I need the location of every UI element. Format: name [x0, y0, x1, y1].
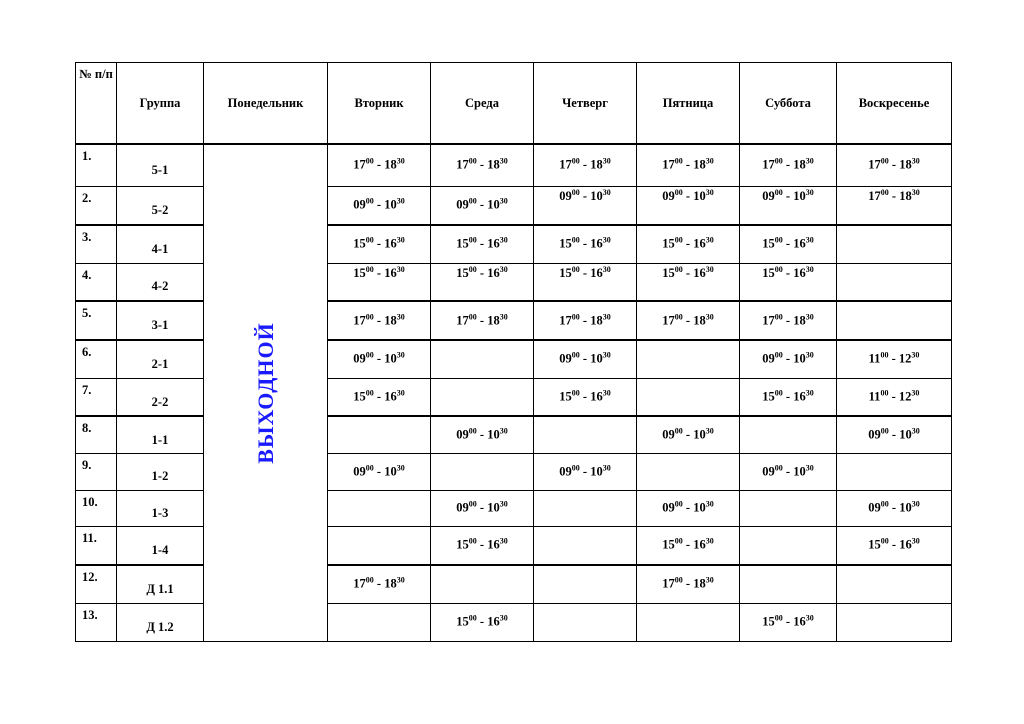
schedule-cell: [837, 225, 952, 263]
time-range: $17^{00} - 18^{30}$: [559, 156, 611, 172]
header-day: Суббота: [740, 63, 837, 145]
group-name: 1-4: [117, 526, 204, 564]
day-off-label: ВЫХОДНОЙ: [252, 322, 278, 464]
time-range: $17^{00} - 18^{30}$: [456, 156, 508, 172]
schedule-cell: [740, 378, 837, 416]
schedule-cell: [431, 490, 534, 526]
schedule-cell: [328, 340, 431, 378]
schedule-cell: [431, 454, 534, 490]
time-range: $09^{00} - 10^{30}$: [559, 463, 611, 479]
schedule-cell: [637, 301, 740, 339]
time-range: $09^{00} - 10^{30}$: [662, 499, 714, 515]
row-number: 10.: [76, 490, 117, 526]
time-range: $15^{00} - 16^{30}$: [456, 235, 508, 251]
time-range: $17^{00} - 18^{30}$: [662, 312, 714, 328]
group-name: 4-2: [117, 263, 204, 301]
schedule-cell: [637, 340, 740, 378]
time-range: $15^{00} - 16^{30}$: [456, 613, 508, 629]
schedule-cell: [740, 340, 837, 378]
time-range: $15^{00} - 16^{30}$: [353, 388, 405, 404]
row-number: 6.: [76, 340, 117, 378]
group-name: 2-2: [117, 378, 204, 416]
schedule-cell: [534, 378, 637, 416]
schedule-cell: [534, 490, 637, 526]
schedule-cell: [328, 225, 431, 263]
schedule-cell: [637, 144, 740, 186]
time-range: $15^{00} - 16^{30}$: [353, 235, 405, 251]
schedule-cell: [740, 144, 837, 186]
time-range: $09^{00} - 10^{30}$: [762, 463, 814, 479]
time-range: $15^{00} - 16^{30}$: [762, 388, 814, 404]
time-range: $17^{00} - 18^{30}$: [868, 187, 920, 203]
time-range: $09^{00} - 10^{30}$: [456, 499, 508, 515]
schedule-cell: [740, 526, 837, 564]
row-number: 9.: [76, 454, 117, 490]
time-range: $09^{00} - 10^{30}$: [662, 187, 714, 203]
schedule-cell: [431, 186, 534, 224]
schedule-cell: [328, 378, 431, 416]
schedule-cell: [534, 603, 637, 641]
time-range: $15^{00} - 16^{30}$: [762, 613, 814, 629]
time-range: $09^{00} - 10^{30}$: [762, 350, 814, 366]
schedule-cell: [534, 526, 637, 564]
schedule-cell: [431, 225, 534, 263]
schedule-cell: [328, 526, 431, 564]
schedule-cell: [431, 416, 534, 453]
time-range: $09^{00} - 10^{30}$: [559, 350, 611, 366]
header-row: [76, 63, 952, 145]
schedule-cell: [637, 186, 740, 224]
time-range: $09^{00} - 10^{30}$: [662, 426, 714, 442]
group-name: 5-1: [117, 144, 204, 186]
schedule-cell: [837, 526, 952, 564]
schedule-cell: [740, 416, 837, 453]
row-number: 12.: [76, 565, 117, 603]
schedule-cell: [431, 526, 534, 564]
schedule-cell: [534, 225, 637, 263]
schedule-cell: [431, 263, 534, 301]
row-number: 4.: [76, 263, 117, 301]
time-range: $17^{00} - 18^{30}$: [456, 312, 508, 328]
schedule-cell: [837, 144, 952, 186]
schedule-cell: [740, 603, 837, 641]
header-day: Среда: [431, 63, 534, 145]
schedule-cell: [837, 263, 952, 301]
time-range: $15^{00} - 16^{30}$: [353, 264, 405, 280]
schedule-cell: [637, 454, 740, 490]
group-name: 3-1: [117, 301, 204, 339]
schedule-cell: [431, 144, 534, 186]
row-number: 13.: [76, 603, 117, 641]
schedule-cell: [328, 186, 431, 224]
schedule-cell: [637, 416, 740, 453]
schedule-cell: [637, 263, 740, 301]
schedule-cell: [328, 490, 431, 526]
time-range: $09^{00} - 10^{30}$: [868, 426, 920, 442]
time-range: $15^{00} - 16^{30}$: [662, 536, 714, 552]
schedule-cell: [837, 340, 952, 378]
header-day: Вторник: [328, 63, 431, 145]
monday-day-off: [204, 144, 328, 642]
schedule-cell: [740, 263, 837, 301]
schedule-cell: [837, 565, 952, 603]
time-range: $09^{00} - 10^{30}$: [353, 196, 405, 212]
time-range: $15^{00} - 16^{30}$: [762, 264, 814, 280]
schedule-cell: [637, 603, 740, 641]
time-range: $15^{00} - 16^{30}$: [868, 536, 920, 552]
time-range: $17^{00} - 18^{30}$: [762, 156, 814, 172]
header-day: Воскресенье: [837, 63, 952, 145]
schedule-cell: [837, 454, 952, 490]
time-range: $09^{00} - 10^{30}$: [559, 187, 611, 203]
row-number: 2.: [76, 186, 117, 224]
schedule-table: [75, 62, 952, 642]
header-day: Четверг: [534, 63, 637, 145]
group-name: 4-1: [117, 225, 204, 263]
row-number: 1.: [76, 144, 117, 186]
time-range: $15^{00} - 16^{30}$: [559, 388, 611, 404]
row-number: 8.: [76, 416, 117, 453]
schedule-cell: [637, 490, 740, 526]
time-range: $09^{00} - 10^{30}$: [456, 426, 508, 442]
time-range: $17^{00} - 18^{30}$: [353, 312, 405, 328]
schedule-cell: [740, 565, 837, 603]
group-name: Д 1.1: [117, 565, 204, 603]
header-day: Понедельник: [204, 63, 328, 145]
time-range: $17^{00} - 18^{30}$: [762, 312, 814, 328]
schedule-cell: [837, 186, 952, 224]
time-range: $17^{00} - 18^{30}$: [662, 575, 714, 591]
schedule-cell: [328, 454, 431, 490]
time-range: $15^{00} - 16^{30}$: [559, 264, 611, 280]
row-number: 5.: [76, 301, 117, 339]
time-range: $09^{00} - 10^{30}$: [353, 463, 405, 479]
group-name: 1-3: [117, 490, 204, 526]
time-range: $11^{00} - 12^{30}$: [868, 350, 920, 366]
schedule-cell: [837, 378, 952, 416]
time-range: $15^{00} - 16^{30}$: [456, 536, 508, 552]
row-number: 11.: [76, 526, 117, 564]
schedule-cell: [534, 454, 637, 490]
group-name: 1-1: [117, 416, 204, 453]
time-range: $17^{00} - 18^{30}$: [353, 156, 405, 172]
schedule-cell: [837, 416, 952, 453]
time-range: $11^{00} - 12^{30}$: [868, 388, 920, 404]
group-name: 1-2: [117, 454, 204, 490]
time-range: $15^{00} - 16^{30}$: [762, 235, 814, 251]
schedule-cell: [534, 144, 637, 186]
header-num: № п/п: [76, 63, 117, 145]
schedule-cell: [328, 301, 431, 339]
schedule-cell: [328, 263, 431, 301]
schedule-cell: [740, 225, 837, 263]
time-range: $15^{00} - 16^{30}$: [456, 264, 508, 280]
schedule-cell: [431, 565, 534, 603]
schedule-cell: [837, 603, 952, 641]
schedule-cell: [534, 263, 637, 301]
schedule-cell: [431, 340, 534, 378]
time-range: $09^{00} - 10^{30}$: [868, 499, 920, 515]
time-range: $09^{00} - 10^{30}$: [353, 350, 405, 366]
time-range: $15^{00} - 16^{30}$: [662, 235, 714, 251]
header-day: Пятница: [637, 63, 740, 145]
schedule-cell: [328, 603, 431, 641]
group-name: Д 1.2: [117, 603, 204, 641]
schedule-cell: [637, 526, 740, 564]
schedule-cell: [740, 490, 837, 526]
time-range: $17^{00} - 18^{30}$: [868, 156, 920, 172]
time-range: $17^{00} - 18^{30}$: [353, 575, 405, 591]
table-row: [76, 144, 952, 186]
header-group: Группа: [117, 63, 204, 145]
time-range: $09^{00} - 10^{30}$: [762, 187, 814, 203]
time-range: $15^{00} - 16^{30}$: [559, 235, 611, 251]
schedule-cell: [431, 603, 534, 641]
time-range: $17^{00} - 18^{30}$: [559, 312, 611, 328]
schedule-cell: [534, 186, 637, 224]
time-range: $09^{00} - 10^{30}$: [456, 196, 508, 212]
schedule-cell: [534, 416, 637, 453]
schedule-cell: [328, 565, 431, 603]
schedule-cell: [637, 225, 740, 263]
schedule-cell: [534, 340, 637, 378]
schedule-cell: [431, 301, 534, 339]
group-name: 2-1: [117, 340, 204, 378]
schedule-cell: [431, 378, 534, 416]
row-number: 3.: [76, 225, 117, 263]
schedule-cell: [534, 301, 637, 339]
schedule-cell: [637, 378, 740, 416]
schedule-cell: [740, 186, 837, 224]
schedule-cell: [534, 565, 637, 603]
row-number: 7.: [76, 378, 117, 416]
schedule-cell: [740, 301, 837, 339]
schedule-cell: [837, 301, 952, 339]
time-range: $17^{00} - 18^{30}$: [662, 156, 714, 172]
schedule-cell: [740, 454, 837, 490]
schedule-cell: [637, 565, 740, 603]
schedule-cell: [328, 144, 431, 186]
schedule-cell: [328, 416, 431, 453]
time-range: $15^{00} - 16^{30}$: [662, 264, 714, 280]
schedule-cell: [837, 490, 952, 526]
group-name: 5-2: [117, 186, 204, 224]
